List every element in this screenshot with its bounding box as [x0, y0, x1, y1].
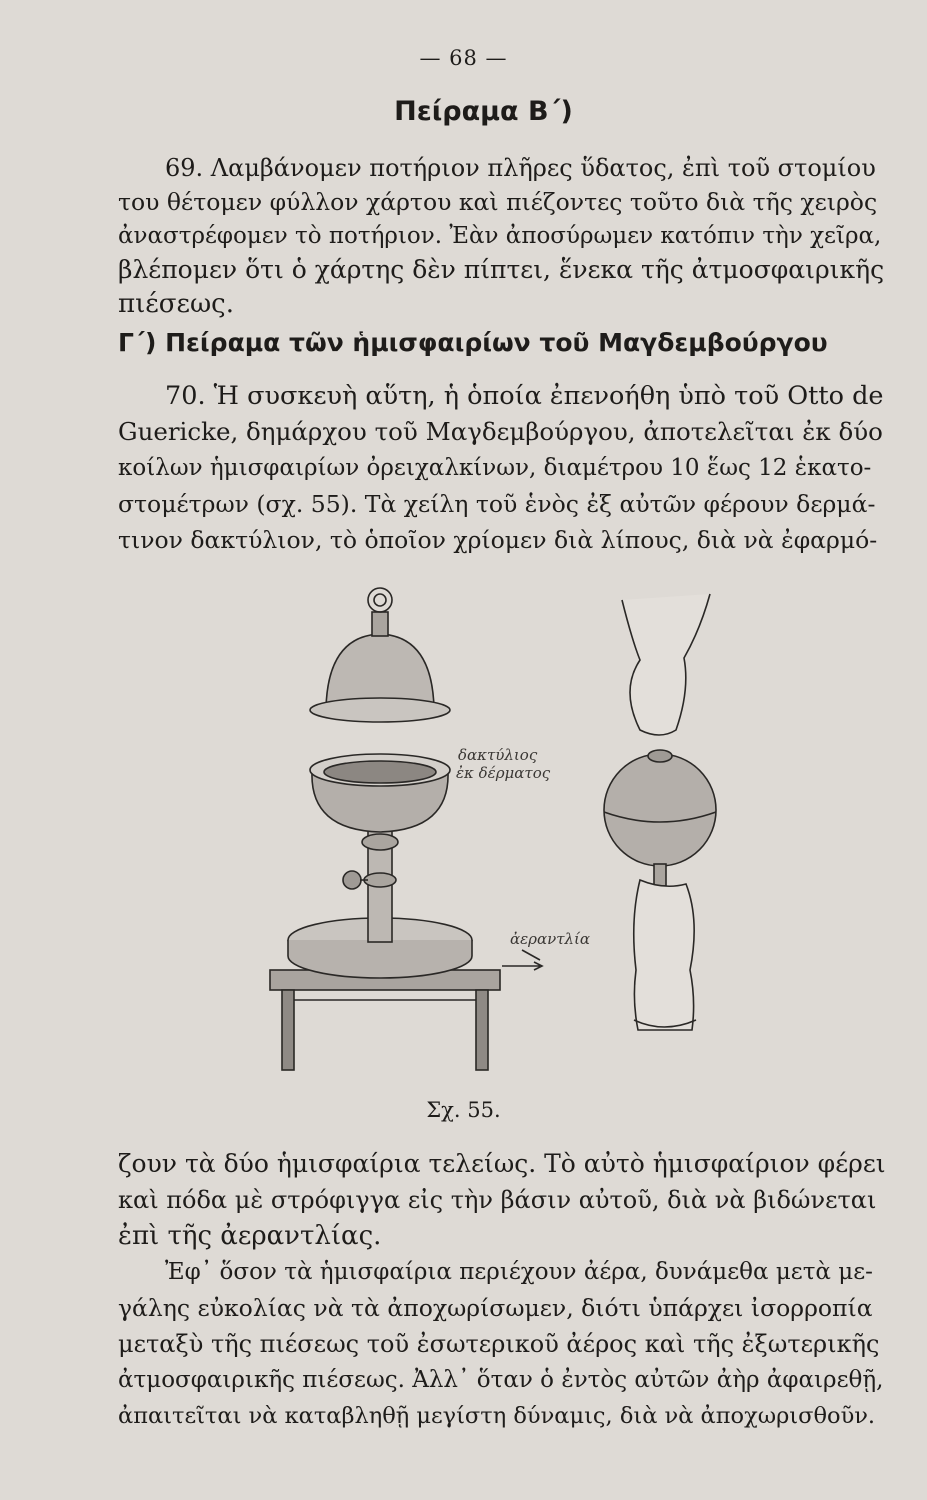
paragraph-70-line: Guericke, δημάρχου τοῦ Μαγδεμβούργου, ἀποτελεῖται ἐκ δύο — [118, 417, 883, 446]
label-leather: ἐκ δέρματος — [456, 764, 551, 782]
paragraph-continued-line: ἀπαιτεῖται νὰ καταβληθῇ μεγίστη δύναμις, διὰ νὰ ἀποχωρισθοῦν. — [118, 1403, 876, 1429]
paragraph-69-line: του θέτομεν φύλλον χάρτου καὶ πιέζοντες τοῦτο διὰ τῆς χειρὸς — [118, 188, 878, 216]
paragraph-continued-line: καὶ πόδα μὲ στρόφιγγα εἰς τὴν βάσιν αὐτοῦ, διὰ νὰ βιδώνεται — [118, 1186, 877, 1214]
upper-hemisphere — [326, 634, 434, 708]
paragraph-69-line: 69. Λαμβάνομεν ποτήριον πλῆρες ὕδατος, ἐπὶ τοῦ στομίου — [165, 154, 876, 182]
paragraph-continued-line: ἀτμοσφαιρικῆς πιέσεως. Ἀλλ᾿ ὅταν ὁ ἐντὸς αὐτῶν ἀὴρ ἀφαιρεθῇ, — [118, 1367, 884, 1393]
paragraph-69-line: ἀναστρέφομεν τὸ ποτήριον. Ἐὰν ἀποσύρωμεν κατόπιν τὴν χεῖρα, — [118, 223, 882, 249]
paragraph-continued-line: γάλης εὐκολίας νὰ τὰ ἀποχωρίσωμεν, διότι ὑπάρχει ἰσορροπία — [118, 1294, 873, 1322]
paragraph-70-line: τινον δακτύλιον, τὸ ὁποῖον χρίομεν διὰ λίπους, διὰ νὰ ἐφαρμό- — [118, 526, 878, 554]
lifting-ring — [368, 588, 392, 612]
figure-caption: Σχ. 55. — [426, 1098, 501, 1122]
paragraph-70-line: 70. Ἡ συσκευὴ αὕτη, ἡ ὁποία ἐπενοήθη ὑπὸ τοῦ Otto de — [165, 381, 884, 411]
table-leg — [282, 990, 294, 1070]
stopcock-valve — [343, 871, 361, 889]
paragraph-70-line: στομέτρων (σχ. 55). Τὰ χείλη τοῦ ἑνὸς ἐξ αὐτῶν φέρουν δερμά- — [118, 490, 876, 518]
paragraph-continued-line: ἐπὶ τῆς ἀεραντλίας. — [118, 1221, 382, 1251]
paragraph-continued-line: Ἐφ᾿ ὅσον τὰ ἡμισφαίρια περιέχουν ἀέρα, δυνάμεθα μετὰ με- — [165, 1259, 873, 1285]
paragraph-continued-line: ζουν τὰ δύο ἡμισφαίρια τελείως. Τὸ αὐτὸ ἡμισφαίριον φέρει — [118, 1149, 886, 1178]
joined-hemispheres — [604, 754, 716, 866]
section-heading-experiment-b: Πείραμα Β΄) — [394, 96, 573, 127]
paragraph-continued-line: μεταξὺ τῆς πιέσεως τοῦ ἐσωτερικοῦ ἀέρος καὶ τῆς ἐξωτερικῆς — [118, 1330, 880, 1358]
paragraph-69-line: βλέπομεν ὅτι ὁ χάρτης δὲν πίπτει, ἕνεκα τῆς ἀτμοσφαιρικῆς — [118, 255, 885, 284]
table-leg — [476, 990, 488, 1070]
paragraph-70-line: κοίλων ἡμισφαιρίων ὀρειχαλκίνων, διαμέτρου 10 ἕως 12 ἑκατο- — [118, 455, 872, 481]
upper-hand — [622, 594, 710, 735]
section-heading-magdeburg: Γ΄) Πείραμα τῶν ἡμισφαιρίων τοῦ Μαγδεμβούργου — [118, 328, 828, 357]
lower-hand — [634, 880, 694, 1030]
label-air-pump: ἀεραντλία — [510, 930, 591, 948]
label-ring: δακτύλιος — [458, 746, 538, 764]
paragraph-69-line: πιέσεως. — [118, 289, 234, 319]
page-number: — 68 — — [419, 46, 508, 70]
figure-55-magdeburg-hemispheres — [240, 580, 760, 1100]
